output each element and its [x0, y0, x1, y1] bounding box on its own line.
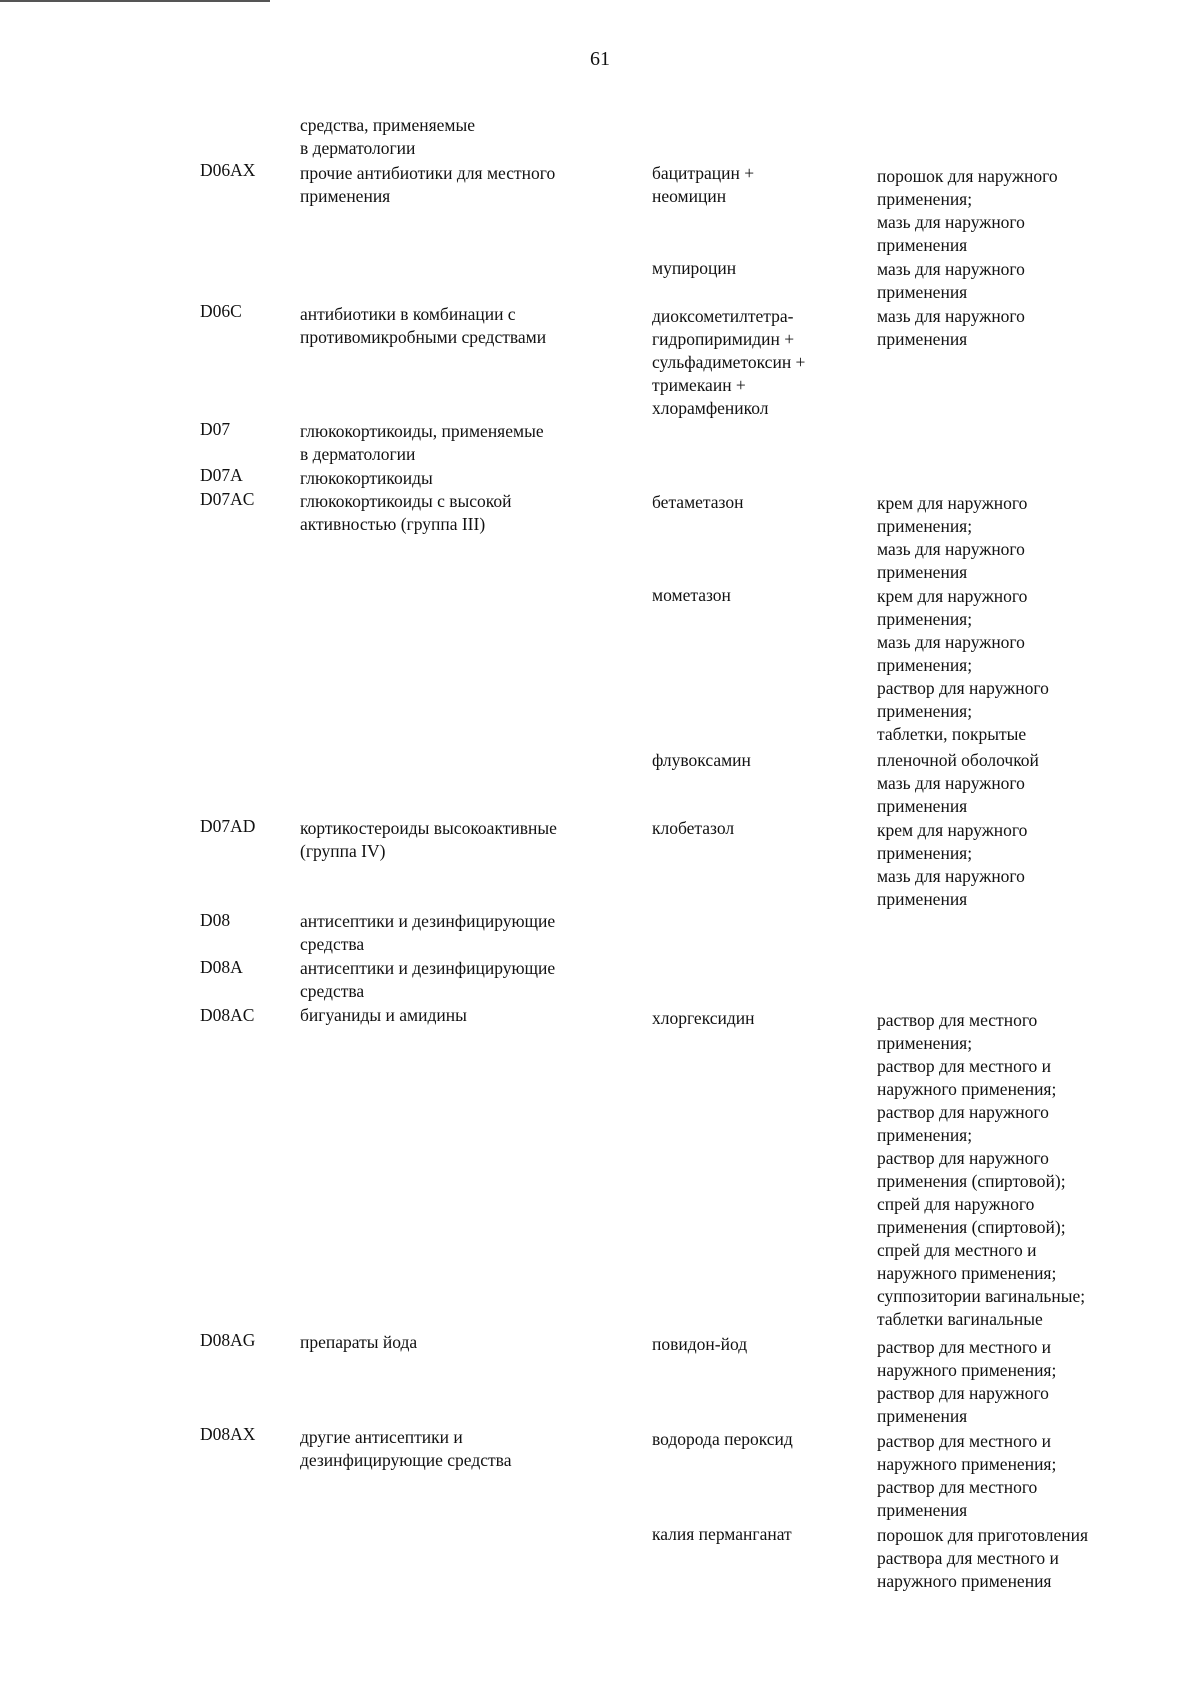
row-dosage-form: раствор для местного применения; раствор для местного и наружного применения; раствор для наружного применения; раствор для наружного применения (спиртовой); спрей для наружного применения (спиртовой); спрей для местного и наружного применения; суппозитории вагинальные; таблетки вагинальные: [877, 1010, 1086, 1329]
row-atc-code: D07A: [200, 465, 243, 485]
page-number: 61: [590, 48, 610, 70]
row-atc-code: D06AX: [200, 160, 256, 180]
row-dosage-form: мазь для наружного применения: [877, 306, 1025, 349]
row-atc-code: D08: [200, 910, 231, 930]
row-atc-code: D07: [200, 419, 231, 439]
row-description: антисептики и дезинфицирующие средства: [300, 911, 556, 954]
row-dosage-form: раствор для местного и наружного применения; раствор для наружного применения: [877, 1337, 1057, 1426]
row-description: прочие антибиотики для местного применения: [300, 163, 556, 206]
row-atc-code: D06C: [200, 301, 242, 321]
row-description: бигуаниды и амидины: [300, 1005, 467, 1025]
row-dosage-form: крем для наружного применения; мазь для наружного применения; раствор для наружного применения; таблетки, покрытые: [877, 586, 1049, 744]
row-drug-name: бетаметазон: [652, 492, 744, 512]
row-dosage-form: порошок для наружного применения; мазь для наружного применения: [877, 166, 1058, 255]
row-description: средства, применяемые в дерматологии: [300, 115, 476, 158]
row-atc-code: D08AG: [200, 1330, 256, 1350]
row-drug-name: повидон-йод: [652, 1334, 748, 1354]
row-drug-name: водорода пероксид: [652, 1429, 793, 1449]
row-drug-name: клобетазол: [652, 818, 735, 838]
row-description: кортикостероиды высокоактивные (группа IV): [300, 818, 557, 861]
row-drug-name: бацитрацин + неомицин: [652, 163, 755, 206]
row-description: глюкокортикоиды, применяемые в дерматологии: [300, 421, 544, 464]
row-drug-name: флувоксамин: [652, 750, 751, 770]
row-description: другие антисептики и дезинфицирующие средства: [300, 1427, 512, 1470]
row-description: антибиотики в комбинации с противомикробными средствами: [300, 304, 547, 347]
row-dosage-form: раствор для местного и наружного применения; раствор для местного применения: [877, 1431, 1057, 1520]
row-description: антисептики и дезинфицирующие средства: [300, 958, 556, 1001]
row-dosage-form: пленочной оболочкой мазь для наружного применения: [877, 750, 1039, 816]
row-drug-name: калия перманганат: [652, 1524, 792, 1544]
row-dosage-form: крем для наружного применения; мазь для наружного применения: [877, 820, 1028, 909]
row-description: глюкокортикоиды: [300, 468, 433, 488]
row-dosage-form: мазь для наружного применения: [877, 259, 1025, 302]
row-atc-code: D08AC: [200, 1005, 255, 1025]
row-dosage-form: порошок для приготовления раствора для местного и наружного применения: [877, 1525, 1088, 1591]
row-drug-name: мометазон: [652, 585, 731, 605]
row-atc-code: D07AC: [200, 489, 255, 509]
row-atc-code: D07AD: [200, 816, 256, 836]
row-dosage-form: крем для наружного применения; мазь для наружного применения: [877, 493, 1028, 582]
scan-edge-line: [0, 0, 270, 2]
row-description: глюкокортикоиды с высокой активностью (группа III): [300, 491, 512, 534]
row-atc-code: D08AX: [200, 1424, 256, 1444]
row-drug-name: диоксометилтетра- гидропиримидин + сульфадиметоксин + тримекаин + хлорамфеникол: [652, 306, 806, 418]
row-atc-code: D08A: [200, 957, 243, 977]
row-drug-name: хлоргексидин: [652, 1008, 755, 1028]
row-description: препараты йода: [300, 1332, 418, 1352]
row-drug-name: мупироцин: [652, 258, 737, 278]
